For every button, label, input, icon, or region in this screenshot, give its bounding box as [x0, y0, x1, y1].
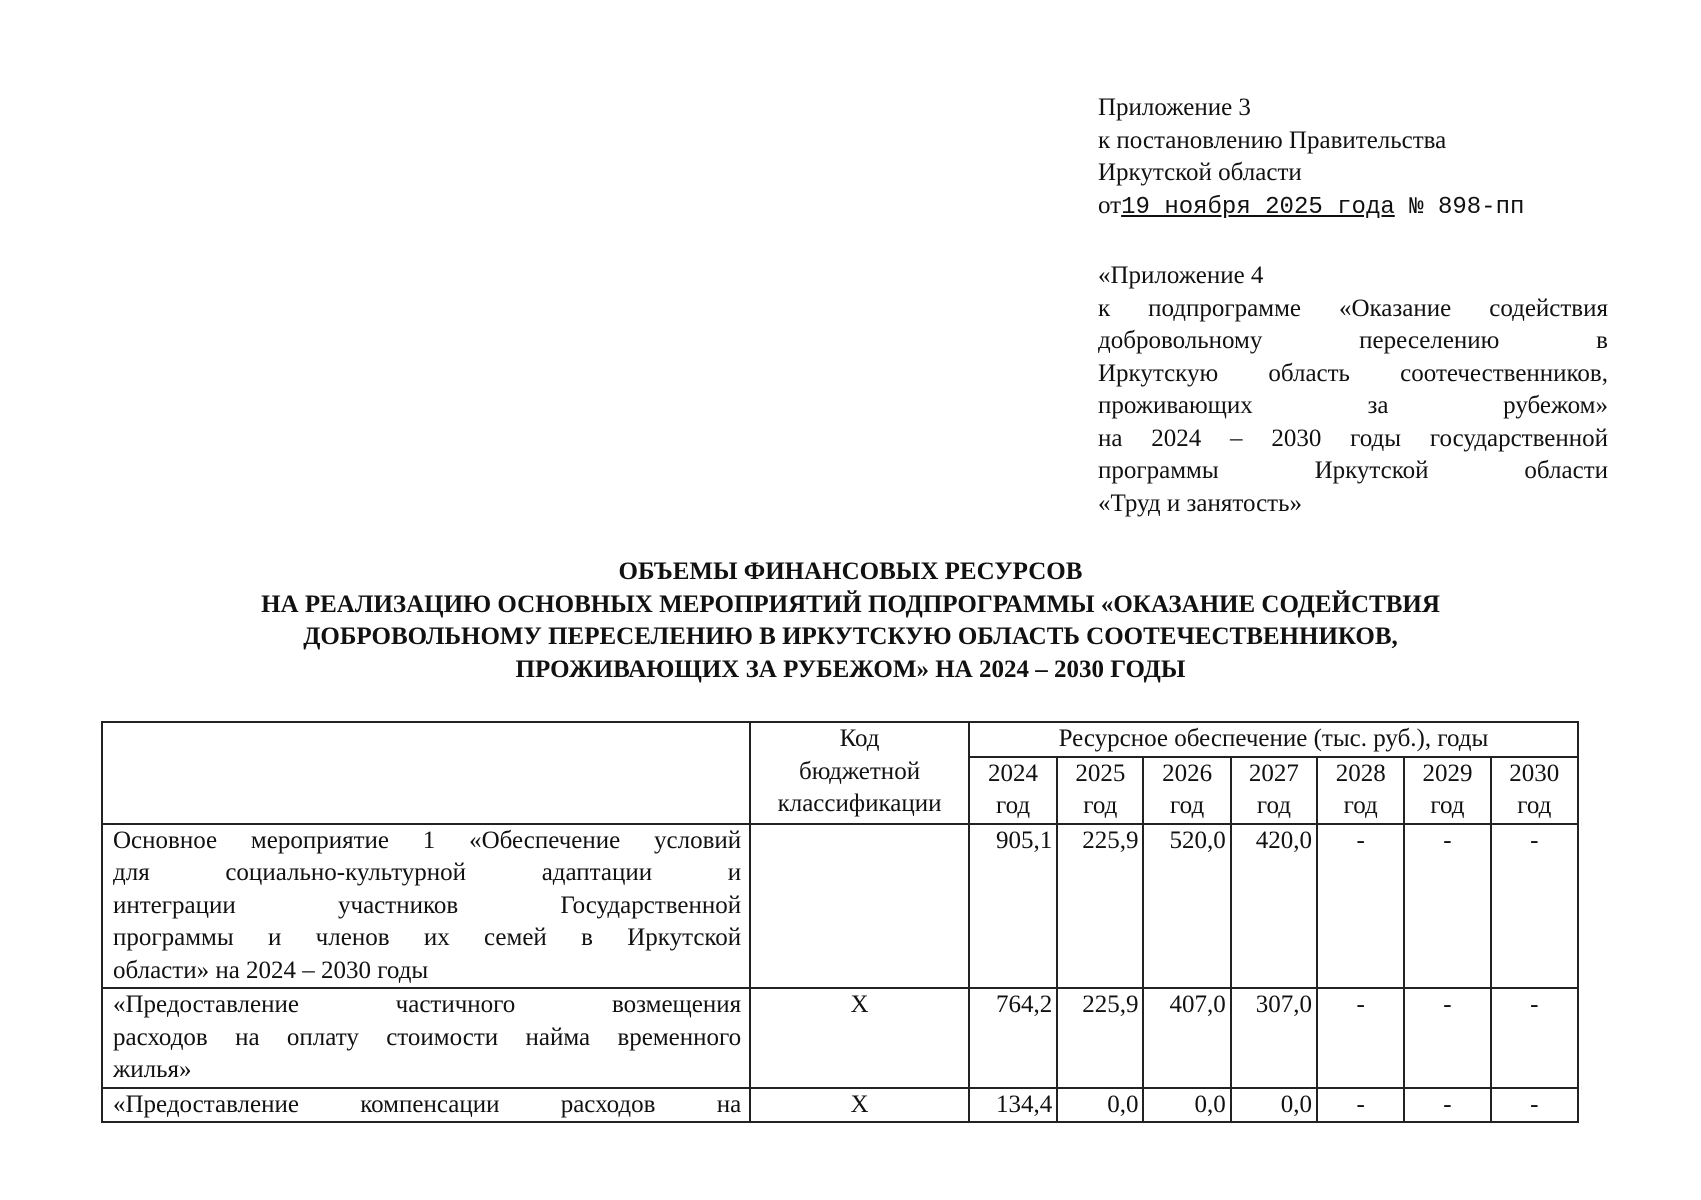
- header-year-cell: [1057, 757, 1143, 824]
- value-cell-2026: 0,0: [1143, 1088, 1230, 1123]
- value-cell-2029: -: [1404, 1088, 1490, 1123]
- header-year: 2030: [1509, 759, 1560, 787]
- header-year: 2025: [1075, 759, 1126, 787]
- value-cell-2026: 407,0: [1143, 988, 1230, 1088]
- appendix-4-line: Иркутскую область соотечественников,: [1098, 359, 1608, 387]
- activity-name-cell: [102, 824, 750, 989]
- value-cell-2029: -: [1404, 824, 1490, 989]
- appendix-3-title: Приложение 3: [1098, 94, 1251, 121]
- header-year-cell: [1491, 757, 1578, 824]
- title-line: НА РЕАЛИЗАЦИЮ ОСНОВНЫХ МЕРОПРИЯТИЙ ПОДПРОГРАММЫ «ОКАЗАНИЕ СОДЕЙСТВИЯ: [261, 590, 1440, 618]
- resolution-date: 19 ноября 2025 года: [1121, 193, 1395, 221]
- activity-name-line: Основное мероприятие 1 «Обеспечение условий: [113, 826, 742, 854]
- table-row: [102, 988, 1578, 1088]
- header-year-cell: [1317, 757, 1404, 824]
- header-year-suffix: год: [995, 792, 1031, 819]
- header-year-suffix: год: [1170, 792, 1205, 819]
- appendix-4-line: к подпрограмме «Оказание содействия: [1098, 294, 1608, 322]
- value-cell-2027: 420,0: [1231, 824, 1317, 989]
- header-code-line: классификации: [777, 790, 942, 817]
- appendix-4-header: [1098, 260, 1608, 520]
- header-year: 2024: [988, 759, 1039, 787]
- value-cell-2029: -: [1404, 988, 1490, 1088]
- header-year-cell: [1404, 757, 1490, 824]
- value-cell-2025: 225,9: [1057, 988, 1143, 1088]
- header-code-line: бюджетной: [799, 757, 921, 785]
- value-cell-2030: -: [1491, 824, 1578, 989]
- activity-name-cell: [102, 1088, 750, 1123]
- header-year-suffix: год: [1517, 792, 1552, 819]
- value-cell-2028: -: [1317, 824, 1404, 989]
- appendix-4-line: проживающих за рубежом»: [1098, 392, 1608, 419]
- activity-name-line: области» на 2024 – 2030 годы: [113, 956, 429, 984]
- header-row: [102, 722, 1578, 757]
- title-line: ПРОЖИВАЮЩИХ ЗА РУБЕЖОМ» НА 2024 – 2030 ГОДЫ: [515, 655, 1186, 683]
- activity-name-line: для социально-культурной адаптации и: [113, 859, 742, 886]
- activity-name-line: «Предоставление компенсации расходов на: [113, 1090, 742, 1118]
- value-cell-2030: -: [1491, 1088, 1578, 1123]
- appendix-4-line: программы Иркутской области: [1098, 457, 1608, 484]
- activity-name-line: жилья»: [113, 1056, 192, 1083]
- header-year: 2027: [1248, 759, 1299, 787]
- value-cell-2025: 0,0: [1057, 1088, 1143, 1123]
- appendix-3-reference: к постановлению Правительства: [1098, 126, 1447, 154]
- title-line: ДОБРОВОЛЬНОМУ ПЕРЕСЕЛЕНИЮ В ИРКУТСКУЮ ОБЛАСТЬ СООТЕЧЕСТВЕННИКОВ,: [303, 623, 1398, 650]
- header-year-cell: [1231, 757, 1317, 824]
- budget-code-cell: X: [750, 988, 969, 1088]
- date-prefix: от: [1098, 191, 1122, 219]
- table-row: [102, 1088, 1578, 1123]
- appendix-3-header: [1098, 92, 1608, 222]
- header-resources-cell: Ресурсное обеспечение (тыс. руб.), годы: [969, 722, 1578, 757]
- header-year-suffix: год: [1430, 792, 1465, 819]
- activity-name-cell: [102, 988, 750, 1088]
- activity-name-line: программы и членов их семей в Иркутской: [113, 924, 742, 951]
- finance-table: [101, 721, 1579, 1123]
- appendix-3-date-line: [1098, 190, 1608, 223]
- header-year: 2029: [1422, 759, 1473, 787]
- activity-name-line: интеграции участников Государственной: [113, 891, 742, 919]
- activity-name-line: расходов на оплату стоимости найма временного: [113, 1023, 742, 1051]
- resolution-number: № 898-пп: [1409, 193, 1525, 221]
- header-year: 2028: [1335, 759, 1386, 787]
- header-year-suffix: год: [1083, 792, 1118, 819]
- value-cell-2030: -: [1491, 988, 1578, 1088]
- appendix-4-line: «Труд и занятость»: [1098, 489, 1303, 517]
- value-cell-2024: 134,4: [969, 1088, 1057, 1123]
- appendix-3-region: Иркутской области: [1098, 159, 1302, 186]
- value-cell-2027: 307,0: [1231, 988, 1317, 1088]
- appendix-4-line: добровольному переселению в: [1098, 327, 1608, 354]
- appendix-4-title: «Приложение 4: [1098, 262, 1264, 289]
- value-cell-2024: 905,1: [969, 824, 1057, 989]
- table-row: [102, 824, 1578, 989]
- header-code-cell: [750, 722, 969, 824]
- header-year-cell: [969, 757, 1057, 824]
- document-title: [0, 556, 1701, 686]
- value-cell-2028: -: [1317, 1088, 1404, 1123]
- header-year-suffix: год: [1343, 792, 1378, 819]
- value-cell-2027: 0,0: [1231, 1088, 1317, 1123]
- value-cell-2028: -: [1317, 988, 1404, 1088]
- value-cell-2026: 520,0: [1143, 824, 1230, 989]
- budget-code-cell: X: [750, 1088, 969, 1123]
- header-year: 2026: [1162, 759, 1213, 787]
- header-name-cell: [102, 722, 750, 824]
- title-line: ОБЪЕМЫ ФИНАНСОВЫХ РЕСУРСОВ: [618, 558, 1083, 585]
- activity-name-line: «Предоставление частичного возмещения: [113, 991, 742, 1018]
- header-year-suffix: год: [1256, 792, 1291, 819]
- header-year-cell: [1143, 757, 1230, 824]
- appendix-4-line: на 2024 – 2030 годы государственной: [1098, 424, 1608, 452]
- budget-code-cell: [750, 824, 969, 989]
- header-code-line: Код: [839, 725, 880, 752]
- value-cell-2025: 225,9: [1057, 824, 1143, 989]
- value-cell-2024: 764,2: [969, 988, 1057, 1088]
